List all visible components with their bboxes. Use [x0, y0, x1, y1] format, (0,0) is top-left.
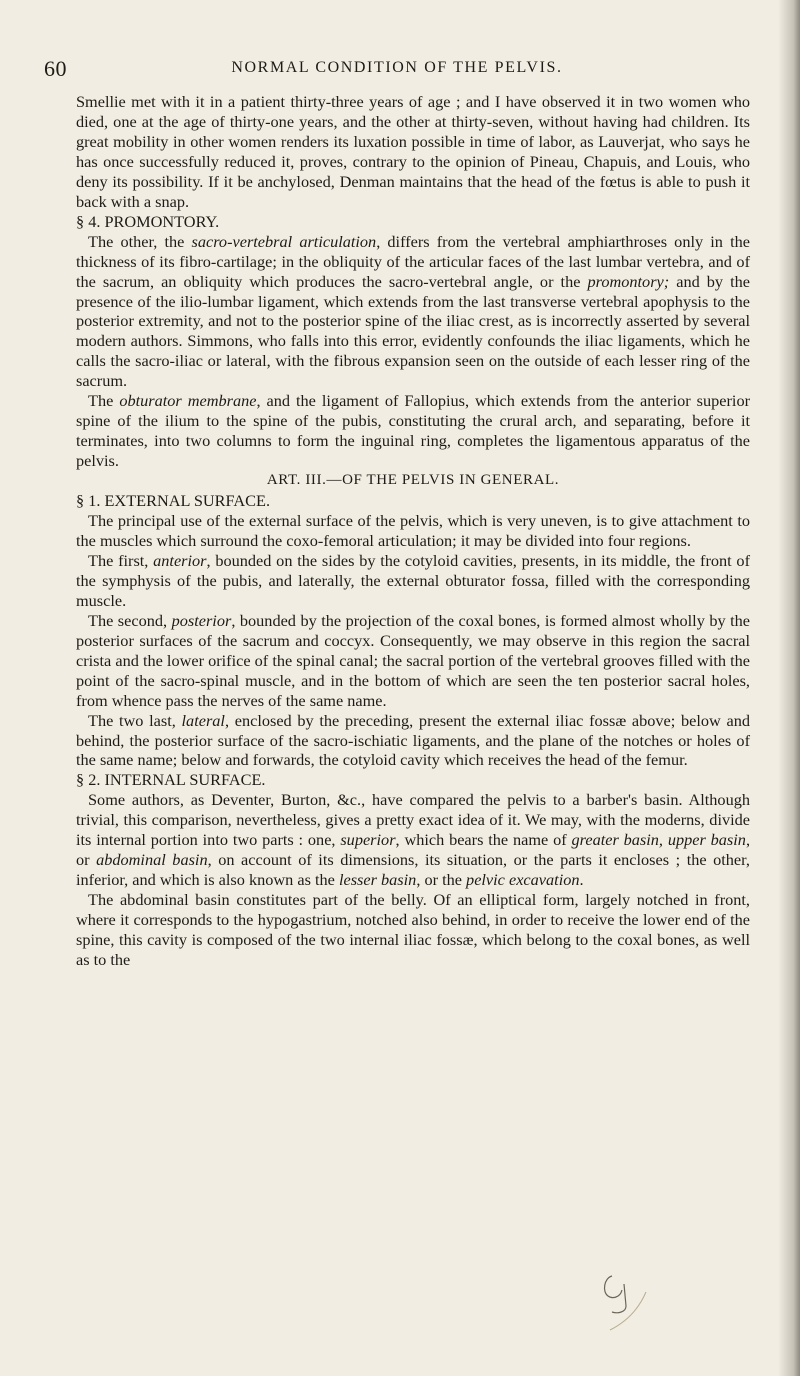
text-run: , or — [76, 830, 751, 870]
text-run: , and the ligament of Fallopius, which extends from the anterior superior spine of the ilium to the spine of the pubis, constituting the crural arch, and separating, before it terminates, into two columns to form the inguinal ring, completes the ligamentous apparatus of the pelvis. — [76, 391, 751, 471]
page-body — [76, 92, 750, 970]
text-run: , on account of its dimensions, its situation, or the parts it encloses ; the other, inferior, and which is also known as the — [76, 850, 750, 890]
italic-term: posterior — [171, 610, 232, 630]
section-heading-internal-surface: § 2. INTERNAL SURFACE. — [76, 770, 266, 790]
text-run: , bounded by the projection of the coxal bones, is formed almost wholly by the posterior surfaces of the sacrum and coccyx. Consequently, we may observe in this region the sacral crista and the lower orifice of the spinal canal; the sacral portion of the vertebral grooves filled with the point of the sacro-spinal muscle, and in the bottom of which are seen the ten posterior sacral holes, from whence pass the nerves of the same name. — [76, 610, 751, 710]
page-header — [44, 56, 750, 86]
paragraph: The principal use of the external surface of the pelvis, which is very uneven, is to give attachment to the muscles which surround the coxo-femoral articulation; it may be divided into four regions. — [76, 511, 750, 550]
page-edge-shadow — [778, 0, 800, 1376]
page-number: 60 — [44, 56, 67, 81]
italic-term: lesser basin — [338, 870, 417, 890]
italic-term: superior — [340, 830, 396, 850]
text-run: , bounded on the sides by the cotyloid cavities, presents, in its middle, the front of the symphysis of the pubis, and laterally, the external obturator fossa, filled with the corresponding muscle. — [76, 550, 750, 610]
text-run: , differs from the vertebral amphiarthroses only in the thickness of its fibro-cartilage; in the obliquity of the articular faces of the last lumbar vertebra, and of the sacrum, an obliquity which produces the sacro-vertebral angle, or the — [76, 231, 750, 291]
paragraph — [76, 232, 750, 392]
paragraph — [76, 790, 750, 890]
paragraph: The abdominal basin constitutes part of the belly. Of an elliptical form, largely notched in front, where it corresponds to the hypogastrium, notched also behind, in order to receive the lower end of the spine, this cavity is composed of the two internal iliac fossæ, which belong to the coxal bones, as well as to the — [76, 890, 750, 969]
section-heading-promontory: § 4. PROMONTORY. — [76, 211, 220, 231]
text-run: The other, the — [88, 231, 192, 251]
article-heading: ART. III.—OF THE PELVIS IN GENERAL. — [266, 472, 560, 489]
paragraph — [76, 611, 750, 711]
running-head: NORMAL CONDITION OF THE PELVIS. — [231, 59, 563, 76]
text-run: The two last, — [88, 710, 182, 730]
text-run: , which bears the name of — [395, 830, 572, 850]
text-run: . — [579, 870, 584, 890]
paragraph — [76, 551, 750, 611]
text-run: , enclosed by the preceding, present the external iliac fossæ above; below and behind, the posterior surface of the sacro-ischiatic ligaments, and the plane of the notches or holes of the same name; below and forwards, the cotyloid cavity which receives the head of the femur. — [76, 710, 751, 770]
section-heading-external-surface: § 1. EXTERNAL SURFACE. — [76, 491, 271, 511]
text-run: The first, — [88, 550, 154, 570]
italic-term: promontory; — [587, 271, 670, 291]
paragraph — [76, 711, 750, 771]
italic-term: obturator membrane — [119, 391, 257, 411]
italic-term: sacro-vertebral articulation — [191, 231, 377, 251]
text-run: , or the — [416, 870, 467, 890]
text-run: The second, — [88, 610, 172, 630]
page-curl-mark — [590, 1262, 650, 1332]
paragraph — [76, 391, 750, 471]
italic-term: anterior — [153, 550, 207, 570]
italic-term: greater basin, upper basin — [571, 830, 746, 850]
text-run: Some authors, as Deventer, Burton, &c., have compared the pelvis to a barber's basin. Although trivial, this comparison, nevertheless, gives a pretty exact idea of it. We may, with the moderns, divide its internal portion into two parts : one, — [76, 790, 750, 850]
italic-term: pelvic excavation — [466, 870, 580, 890]
italic-term: lateral — [181, 710, 225, 730]
text-run: and by the presence of the ilio-lumbar ligament, which extends from the last transverse vertebral apophysis to the posterior extremity, and not to the posterior spine of the iliac crest, as is incorrectly asserted by several modern authors. Simmons, who falls into this error, evidently confounds the iliac ligaments, which he calls the sacro-iliac or lateral, with the fibrous expansion seen on the outside of each lesser ring of the sacrum. — [76, 271, 750, 391]
paragraph: Smellie met with it in a patient thirty-three years of age ; and I have observed it in two women who died, one at the age of thirty-one years, and the other at thirty-seven, without having had children. Its great mobility in other women renders its luxation possible in time of labor, as Lauverjat, who says he has once successfully reduced it, proves, contrary to the opinion of Pineau, Chapuis, and Louis, who deny its possibility. If it be anchylosed, Denman maintains that the head of the fœtus is able to push it back with a snap. — [76, 92, 750, 211]
italic-term: abdominal basin — [96, 850, 208, 870]
text-run: The — [88, 391, 120, 411]
